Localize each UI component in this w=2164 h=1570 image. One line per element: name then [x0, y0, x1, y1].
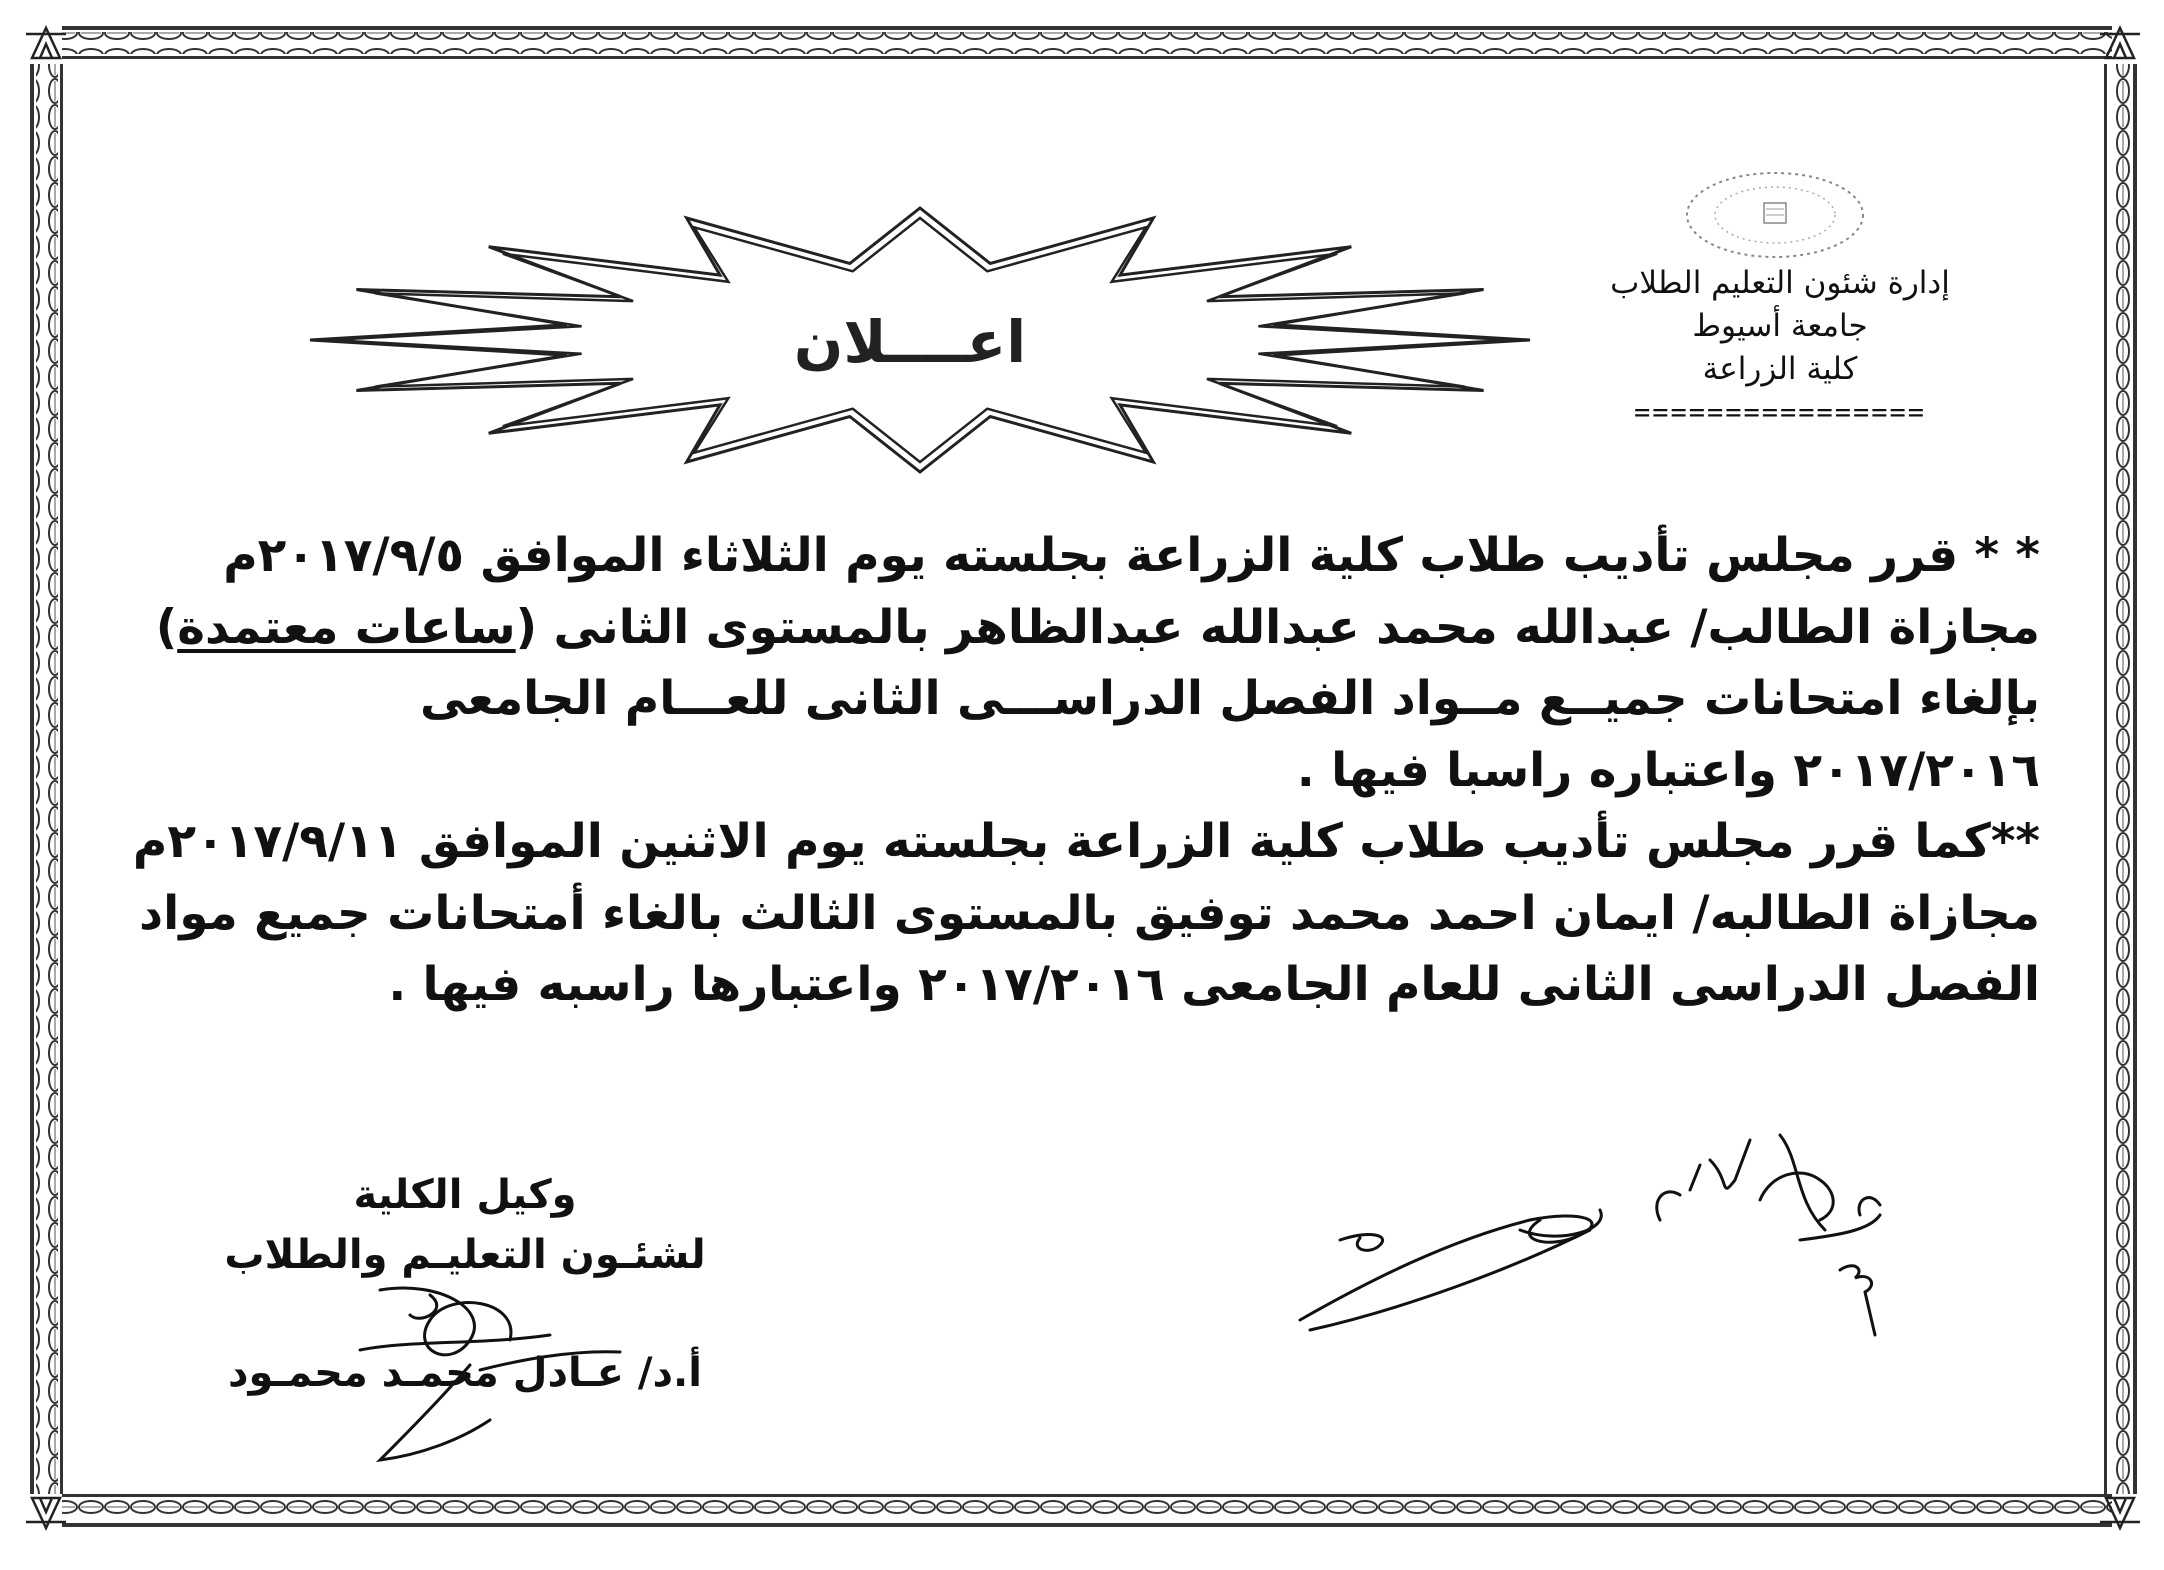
student-1-text: مجازاة الطالب/ عبدالله محمد عبدالله عبدالظاهر بالمستوى الثانى (: [515, 599, 2040, 655]
faculty-name: كلية الزراعة: [1702, 351, 1858, 387]
paragraph-1-line-1: * * قرر مجلس تأديب طلاب كلية الزراعة بجلسته يوم الثلاثاء الموافق ٢٠١٧/٩/٥م: [223, 528, 2040, 583]
paragraph-2-line-1: **كما قرر مجلس تأديب طلاب كلية الزراعة بجلسته يوم الاثنين الموافق ٢٠١٧/٩/١١م: [132, 814, 2040, 869]
closing-paren: ): [155, 599, 178, 655]
paragraph-1-line-4: ٢٠١٧/٢٠١٦ واعتباره راسبا فيها .: [1296, 742, 2040, 798]
department-name: إدارة شئون التعليم الطلاب: [1610, 265, 1950, 301]
handwritten-signature-icon: [320, 1270, 750, 1480]
page-title: اعــــلان: [793, 308, 1027, 376]
issuer-header: [1560, 262, 2000, 431]
paragraph-1-line-2: [155, 592, 2040, 664]
signatory-name: أ.د/ عـادل محمـد محمـود: [228, 1350, 702, 1396]
announcement-body: [132, 520, 2040, 1021]
handwritten-signature-date-icon: [1280, 1120, 1920, 1370]
credit-hours-text: ساعات معتمدة: [177, 599, 516, 655]
faculty-seal-icon: [1680, 165, 1870, 265]
university-name: جامعة أسيوط: [1692, 308, 1868, 344]
signatory-title: وكيل الكلية: [353, 1172, 577, 1218]
paragraph-1-line-3: بإلغاء امتحانات جميــع مــواد الفصل الدراســـى الثانى للعـــام الجامعى: [419, 671, 2040, 726]
header-rule: ================: [1633, 397, 1927, 428]
paragraph-2-line-2: مجازاة الطالبه/ ايمان احمد محمد توفيق بالمستوى الثالث بالغاء أمتحانات جميع مواد: [138, 885, 2040, 941]
signatory-department: لشئـون التعليـم والطلاب: [224, 1232, 706, 1278]
paragraph-2-line-3: الفصل الدراسى الثانى للعام الجامعى ٢٠١٧/٢٠١٦ واعتبارها راسبه فيها .: [388, 957, 2040, 1012]
